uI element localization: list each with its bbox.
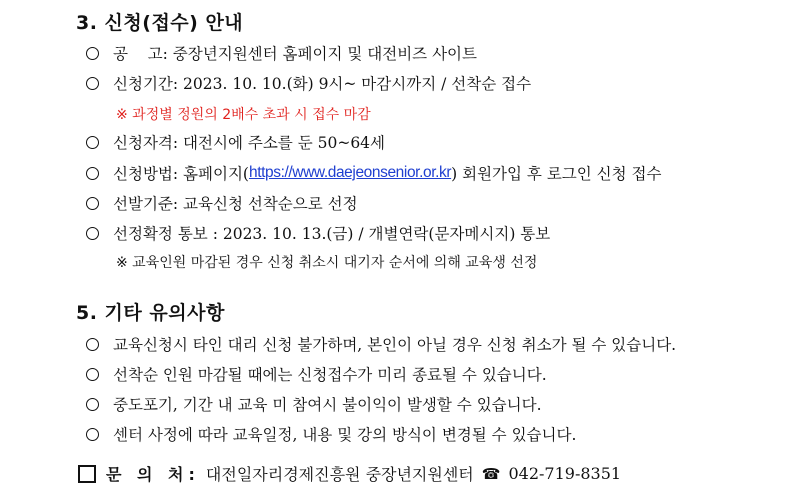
list-item-text: 센터 사정에 따라 교육일정, 내용 및 강의 방식이 변경될 수 있습니다. bbox=[113, 426, 577, 444]
list-item bbox=[86, 72, 531, 94]
list-item bbox=[86, 42, 477, 64]
contact-phone: 042-719-8351 bbox=[508, 464, 622, 483]
list-item bbox=[86, 162, 661, 184]
list-item-text: 선발기준: 교육신청 선착순으로 선정 bbox=[113, 195, 358, 213]
circle-bullet-icon bbox=[86, 77, 99, 90]
circle-bullet-icon bbox=[86, 167, 99, 180]
list-item bbox=[86, 222, 550, 244]
list-item bbox=[86, 192, 358, 214]
waitlist-note: ※ 교육인원 마감된 경우 신청 취소시 대기자 순서에 의해 교육생 선정 bbox=[116, 255, 538, 271]
circle-bullet-icon bbox=[86, 428, 99, 441]
list-item-text: 신청자격: 대전시에 주소를 둔 50~64세 bbox=[113, 134, 386, 152]
list-item bbox=[86, 333, 676, 355]
square-bullet-icon bbox=[78, 465, 96, 483]
telephone-icon: ☎ bbox=[481, 464, 501, 483]
list-item-text: 선정확정 통보 : 2023. 10. 13.(금) / 개별연락(문자메시지) 통보 bbox=[113, 225, 551, 243]
contact-line bbox=[78, 462, 621, 485]
circle-bullet-icon bbox=[86, 227, 99, 240]
circle-bullet-icon bbox=[86, 368, 99, 381]
list-item-text-suffix: ) 회원가입 후 로그인 신청 접수 bbox=[451, 165, 662, 183]
section-5-heading: 5. 기타 유의사항 bbox=[76, 302, 225, 324]
website-link[interactable]: https://www.daejeonsenior.or.kr bbox=[248, 164, 452, 181]
list-item bbox=[86, 131, 385, 153]
capacity-note: ※ 과정별 정원의 2배수 초과 시 접수 마감 bbox=[116, 107, 371, 123]
circle-bullet-icon bbox=[86, 338, 99, 351]
list-item-text: 공 고: 중장년지원센터 홈페이지 및 대전비즈 사이트 bbox=[113, 45, 477, 63]
list-item-text: 선착순 인원 마감될 때에는 신청접수가 미리 종료될 수 있습니다. bbox=[113, 366, 547, 384]
circle-bullet-icon bbox=[86, 136, 99, 149]
list-item bbox=[86, 393, 542, 415]
circle-bullet-icon bbox=[86, 47, 99, 60]
circle-bullet-icon bbox=[86, 197, 99, 210]
contact-label: 문 의 처: bbox=[106, 465, 200, 484]
list-item-text: 중도포기, 기간 내 교육 미 참여시 불이익이 발생할 수 있습니다. bbox=[113, 396, 542, 414]
list-item-text-prefix: 신청방법: 홈페이지( bbox=[113, 165, 249, 183]
list-item bbox=[86, 423, 576, 445]
contact-organization: 대전일자리경제진흥원 중장년지원센터 bbox=[205, 465, 474, 484]
list-item-text: 교육신청시 타인 대리 신청 불가하며, 본인이 아닐 경우 신청 취소가 될 수 있습니다. bbox=[113, 336, 677, 354]
list-item bbox=[86, 363, 547, 385]
section-3-heading: 3. 신청(접수) 안내 bbox=[76, 12, 244, 34]
list-item-text: 신청기간: 2023. 10. 10.(화) 9시~ 마감시까지 / 선착순 접수 bbox=[113, 75, 532, 93]
circle-bullet-icon bbox=[86, 398, 99, 411]
